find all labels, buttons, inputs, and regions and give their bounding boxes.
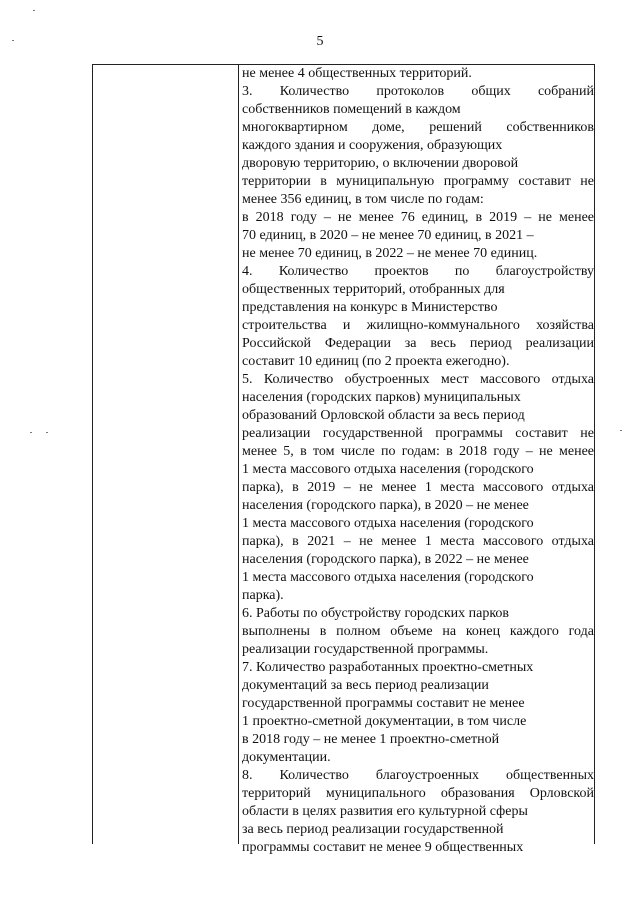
text-line: государственной программы составит не менее	[242, 696, 525, 711]
text-line: менее 356 единиц, в том числе по годам:	[242, 192, 484, 207]
text-line: 8. Количество благоустроенных общественных	[242, 768, 594, 783]
text-line: менее 5, в том числе по годам: в 2018 году – не менее	[242, 444, 594, 459]
text-line: программы составит не менее 9 общественных	[242, 840, 524, 855]
text-line: 1 места массового отдыха населения (городского	[242, 570, 534, 585]
text-line: 1 проектно-сметной документации, в том числе	[242, 714, 527, 729]
page-number: 5	[316, 34, 324, 49]
indicator-table	[92, 64, 595, 855]
text-line: представления на конкурс в Министерство	[242, 300, 498, 315]
text-line: 70 единиц, в 2020 – не менее 70 единиц, в 2021 –	[242, 228, 534, 243]
text-line: территории в муниципальную программу составит не	[242, 174, 594, 189]
text-line: образований Орловской области за весь период	[242, 408, 525, 423]
text-line: в 2018 году – не менее 1 проектно-сметной	[242, 732, 500, 747]
text-line: парка), в 2019 – не менее 1 места массового отдыха	[242, 480, 594, 495]
text-line: 1 места массового отдыха населения (городского	[242, 516, 534, 531]
text-line: многоквартирном доме, решений собственников	[242, 120, 594, 135]
text-line: 6. Работы по обустройству городских парков	[242, 606, 510, 621]
text-line: собственников помещений в каждом	[242, 102, 461, 117]
text-line: населения (городского парка), в 2020 – не менее	[242, 498, 529, 513]
text-line: 3. Количество протоколов общих собраний	[242, 84, 594, 99]
text-line: строительства и жилищно-коммунального хозяйства	[242, 318, 594, 333]
text-line: территорий муниципального образования Орловской	[242, 786, 594, 801]
text-line: в 2018 году – не менее 76 единиц, в 2019 – не менее	[242, 210, 594, 225]
text-line: не менее 4 общественных территорий.	[242, 66, 472, 81]
text-line: 5. Количество обустроенных мест массового отдыха	[242, 372, 594, 387]
text-line: области в целях развития его культурной сферы	[242, 804, 528, 819]
text-line: 4. Количество проектов по благоустройству	[242, 264, 594, 279]
indicator-text-cell	[242, 65, 594, 857]
text-line: населения (городских парков) муниципальных	[242, 390, 521, 405]
text-line: дворовую территорию, о включении дворовой	[242, 156, 519, 171]
scan-speck	[620, 430, 622, 431]
column-divider	[238, 65, 239, 844]
text-line: парка), в 2021 – не менее 1 места массового отдыха	[242, 534, 594, 549]
text-line: за весь период реализации государственной	[242, 822, 504, 837]
text-line: парка).	[242, 588, 284, 603]
scan-speck	[46, 432, 48, 433]
text-line: реализации государственной программы составит не	[242, 426, 594, 441]
text-line: каждого здания и сооружения, образующих	[242, 138, 503, 153]
text-line: общественных территорий, отобранных для	[242, 282, 505, 297]
text-line: составит 10 единиц (по 2 проекта ежегодно).	[242, 354, 510, 369]
text-line: 7. Количество разработанных проектно-сметных	[242, 660, 534, 675]
text-line: документаций за весь период реализации	[242, 678, 489, 693]
text-line: реализации государственной программы.	[242, 642, 489, 657]
text-line: не менее 70 единиц, в 2022 – не менее 70 единиц.	[242, 246, 538, 261]
scan-speck	[33, 10, 35, 11]
text-line: Российской Федерации за весь период реализации	[242, 336, 594, 351]
text-line: населения (городского парка), в 2022 – не менее	[242, 552, 529, 567]
text-line: документации.	[242, 750, 331, 765]
scan-speck	[12, 40, 14, 41]
text-line: 1 места массового отдыха населения (городского	[242, 462, 534, 477]
text-line: выполнены в полном объеме на конец каждого года	[242, 624, 594, 639]
scan-speck	[30, 432, 32, 433]
